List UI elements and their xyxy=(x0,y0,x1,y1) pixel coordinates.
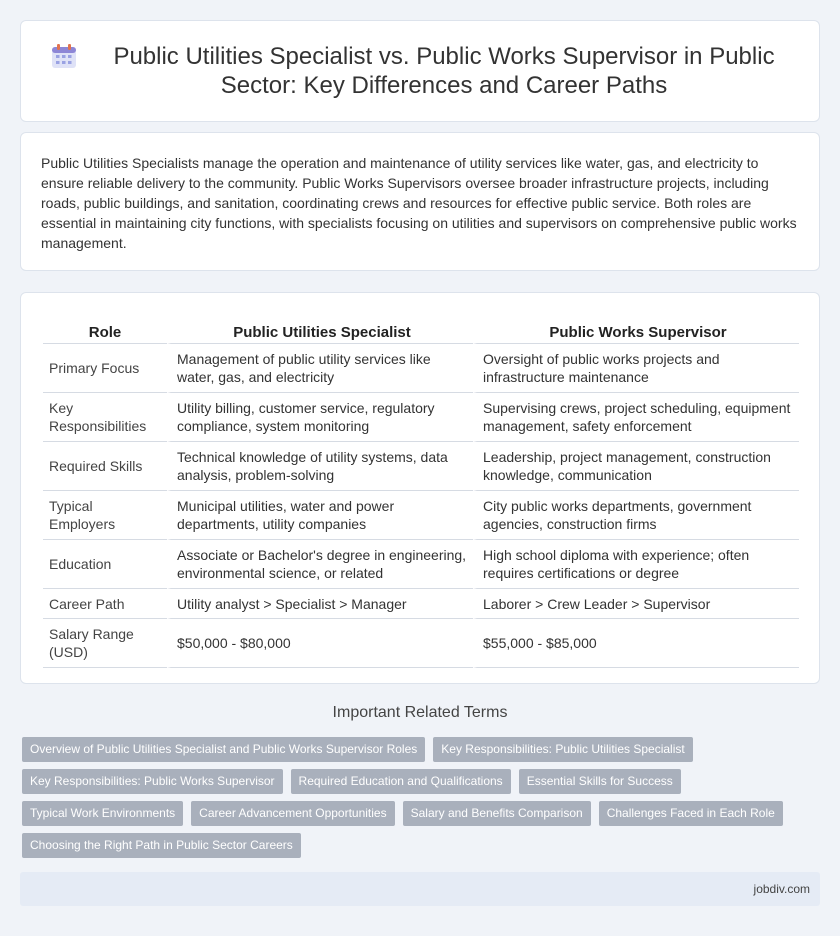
header-card xyxy=(20,20,820,122)
related-term-tag[interactable]: Challenges Faced in Each Role xyxy=(599,801,783,826)
related-terms-list xyxy=(22,737,812,865)
supervisor-cell: Leadership, project management, construction knowledge, communication xyxy=(473,442,799,491)
supervisor-cell: $55,000 - $85,000 xyxy=(473,619,799,668)
related-term-tag[interactable]: Career Advancement Opportunities xyxy=(191,801,394,826)
related-term-tag[interactable]: Typical Work Environments xyxy=(22,801,183,826)
supervisor-cell: Supervising crews, project scheduling, equipment management, safety enforcement xyxy=(473,393,799,442)
footer-site-link[interactable]: jobdiv.com xyxy=(753,882,810,896)
specialist-cell: Associate or Bachelor's degree in engineering, environmental science, or related xyxy=(167,540,473,589)
specialist-cell: Utility analyst > Specialist > Manager xyxy=(167,589,473,619)
table-row xyxy=(43,442,799,491)
footer-bar xyxy=(20,872,820,906)
header-supervisor: Public Works Supervisor xyxy=(473,313,799,344)
related-term-tag[interactable]: Choosing the Right Path in Public Sector Careers xyxy=(22,833,301,858)
row-label: Salary Range (USD) xyxy=(43,619,167,668)
related-term-tag[interactable]: Key Responsibilities: Public Utilities Specialist xyxy=(433,737,692,762)
supervisor-cell: City public works departments, government agencies, construction firms xyxy=(473,491,799,540)
header-role: Role xyxy=(43,313,167,344)
row-label: Required Skills xyxy=(43,442,167,491)
supervisor-cell: Laborer > Crew Leader > Supervisor xyxy=(473,589,799,619)
row-label: Primary Focus xyxy=(43,344,167,393)
table-row xyxy=(43,540,799,589)
supervisor-cell: High school diploma with experience; often requires certifications or degree xyxy=(473,540,799,589)
table-row xyxy=(43,619,799,668)
header-specialist: Public Utilities Specialist xyxy=(167,313,473,344)
specialist-cell: $50,000 - $80,000 xyxy=(167,619,473,668)
calendar-icon xyxy=(51,43,77,69)
related-term-tag[interactable]: Key Responsibilities: Public Works Supervisor xyxy=(22,769,283,794)
specialist-cell: Utility billing, customer service, regulatory compliance, system monitoring xyxy=(167,393,473,442)
page-title: Public Utilities Specialist vs. Public Works Supervisor in Public Sector: Key Differences and Career Paths xyxy=(113,43,775,99)
specialist-cell: Municipal utilities, water and power departments, utility companies xyxy=(167,491,473,540)
related-term-tag[interactable]: Salary and Benefits Comparison xyxy=(403,801,591,826)
comparison-card xyxy=(20,292,820,684)
related-term-tag[interactable]: Essential Skills for Success xyxy=(519,769,681,794)
table-row xyxy=(43,344,799,393)
related-terms-title: Important Related Terms xyxy=(332,704,508,721)
row-label: Education xyxy=(43,540,167,589)
intro-card xyxy=(20,132,820,271)
related-term-tag[interactable]: Overview of Public Utilities Specialist and Public Works Supervisor Roles xyxy=(22,737,425,762)
row-label: Key Responsibilities xyxy=(43,393,167,442)
specialist-cell: Technical knowledge of utility systems, data analysis, problem-solving xyxy=(167,442,473,491)
intro-paragraph: Public Utilities Specialists manage the operation and maintenance of utility services like water, gas, and electricity to ensure reliable delivery to the community. Public Works Supervisors oversee broader infrastructure projects, including roads, public buildings, and sanitation, coordinating crews and resources for effective public service. Both roles are essential in maintaining city functions, with specialists focusing on utilities and supervisors on comprehensive public works management. xyxy=(41,155,797,251)
comparison-table xyxy=(43,313,799,668)
table-row xyxy=(43,491,799,540)
specialist-cell: Management of public utility services like water, gas, and electricity xyxy=(167,344,473,393)
row-label: Career Path xyxy=(43,589,167,619)
supervisor-cell: Oversight of public works projects and infrastructure maintenance xyxy=(473,344,799,393)
table-header-row xyxy=(43,313,799,344)
row-label: Typical Employers xyxy=(43,491,167,540)
table-row xyxy=(43,589,799,619)
table-row xyxy=(43,393,799,442)
related-term-tag[interactable]: Required Education and Qualifications xyxy=(291,769,511,794)
